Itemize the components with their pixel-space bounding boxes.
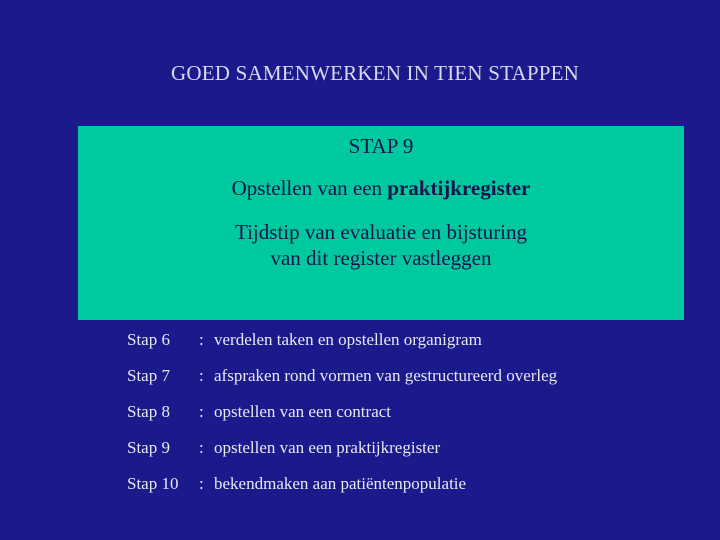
step-text: opstellen van een contract: [214, 402, 392, 421]
step-row-10: [127, 474, 707, 510]
steps-list: [127, 330, 707, 510]
panel-subtitle-bold: praktijkregister: [387, 176, 531, 200]
step-label: Stap 8: [127, 402, 170, 421]
step-row-7: [127, 366, 707, 402]
step-text: afspraken rond vormen van gestructureerd overleg: [214, 366, 558, 385]
highlight-panel: [78, 126, 684, 320]
panel-note-line-1: Tijdstip van evaluatie en bijsturing: [234, 220, 528, 244]
step-row-8: [127, 402, 707, 438]
step-text: opstellen van een praktijkregister: [214, 438, 441, 457]
step-label: Stap 6: [127, 330, 170, 349]
step-text: bekendmaken aan patiëntenpopulatie: [214, 474, 467, 493]
slide-title: GOED SAMENWERKEN IN TIEN STAPPEN: [171, 61, 579, 85]
step-row-6: [127, 330, 707, 366]
step-label: Stap 9: [127, 438, 170, 457]
panel-note: [78, 219, 684, 271]
panel-subtitle-prefix: Opstellen van een: [231, 176, 388, 200]
step-separator: :: [199, 438, 204, 457]
panel-note-line-2: van dit register vastleggen: [270, 246, 492, 270]
step-separator: :: [199, 366, 204, 385]
step-label: Stap 10: [127, 474, 179, 493]
step-text: verdelen taken en opstellen organigram: [214, 330, 482, 349]
step-label: Stap 7: [127, 366, 170, 385]
step-row-9: [127, 438, 707, 474]
step-separator: :: [199, 330, 204, 349]
step-separator: :: [199, 402, 204, 421]
panel-subtitle: [78, 176, 684, 201]
panel-step-heading: STAP 9: [348, 134, 414, 158]
step-separator: :: [199, 474, 204, 493]
